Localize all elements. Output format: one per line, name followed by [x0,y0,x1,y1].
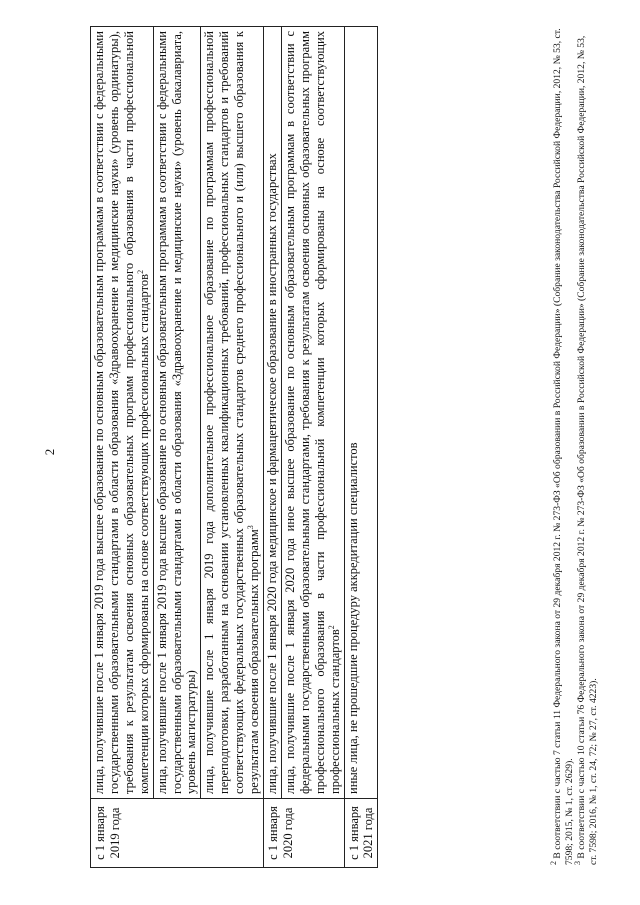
date-cell: с 1 января 2020 года [263,799,344,868]
cell-text: лица, получившие после 1 января 2019 года высшее образование по основным образовательным программам в соответствии с федеральными государственными образовательными стандартами в области образования «Здравоохранение и медицинские науки» (уровень бакалавриата, уровень магистратуры) [154,31,199,794]
cell-text: лица, получившие после 1 января 2019 года высшее образование по основным образовательным программам в соответствии с федеральными государственными образовательными стандартами в области образования «Здравоохранение и медицинские науки» (уровень ординатуры), требования к результатам освоения основных образовательных программ профессионального образования в части профессиональной компетенции которых сформированы на основе соответствующих профессиональных стандартов [92,31,151,794]
table-cell [263,27,281,799]
footnote-text: В соответствии с частью 10 статьи 76 Федерального закона от 29 декабря 2012 г. № 273-ФЗ «Об образовании в Российской Федерации» (Собрание законодательства Российской Федерации, 2012, № 53, ст. 7598; 2016, № 1, ст. 24, 72; № 27, ст. 4223). [576,35,599,865]
table-row [263,27,281,868]
table-cell [91,27,154,799]
footnotes [548,25,600,865]
footnote-text: В соответствии с частью 7 статьи 11 Федерального закона от 29 декабря 2012 г. № 273-ФЗ «Об образовании в Российской Федерации» (Собрание законодательства Российской Федерации, 2012, № 53, ст. 7598; 2015, № 1, ст. 2629). [552,28,575,865]
table-row [201,27,264,868]
footnote-ref: 3 [245,525,255,530]
footnote-mark: 2 [548,861,558,865]
cell-text: лица, получившие после 1 января 2020 года иное высшее образование по основным образовательным программам в соответствии с федеральными государственными образовательными стандартами, требования к результатам освоения основных образовательных программ профессионального образования в части профессиональной компетенции которых сформированы на основе соответствующих профессиональных стандартов [282,31,342,794]
page-number: 2 [42,448,57,456]
cell-text: лица, получившие после 1 января 2020 года медицинское и фармацевтическое образование в иностранных государствах [264,153,279,794]
table-cell [344,27,378,799]
footnote [548,25,576,865]
date-cell: с 1 января 2021 года [344,799,378,868]
cell-text: иные лица, не прошедшие процедуру аккредитации специалистов [345,442,360,794]
table-row [281,27,344,868]
table-cell [153,27,201,799]
footnote-ref: 2 [135,269,145,274]
table-row [153,27,201,868]
footnote [572,25,600,865]
accreditation-schedule-table [90,26,378,868]
date-cell: с 1 января 2019 года [91,799,264,868]
table-row [91,27,154,868]
cell-text: лица, получившие после 1 января 2019 года дополнительное профессиональное образование по программам профессиональной переподготовки, разработанным на основании установленных квалификационных требований, профессиональных стандартов и требований соответствующих федеральных государственных образовательных стандартов среднего профессионального и (или) высшего образования к результатам освоения образовательных программ [202,31,262,794]
footnote-mark: 3 [572,861,582,865]
table-row [344,27,378,868]
table-cell [281,27,344,799]
footnote-ref: 2 [326,625,336,630]
table-cell [201,27,264,799]
